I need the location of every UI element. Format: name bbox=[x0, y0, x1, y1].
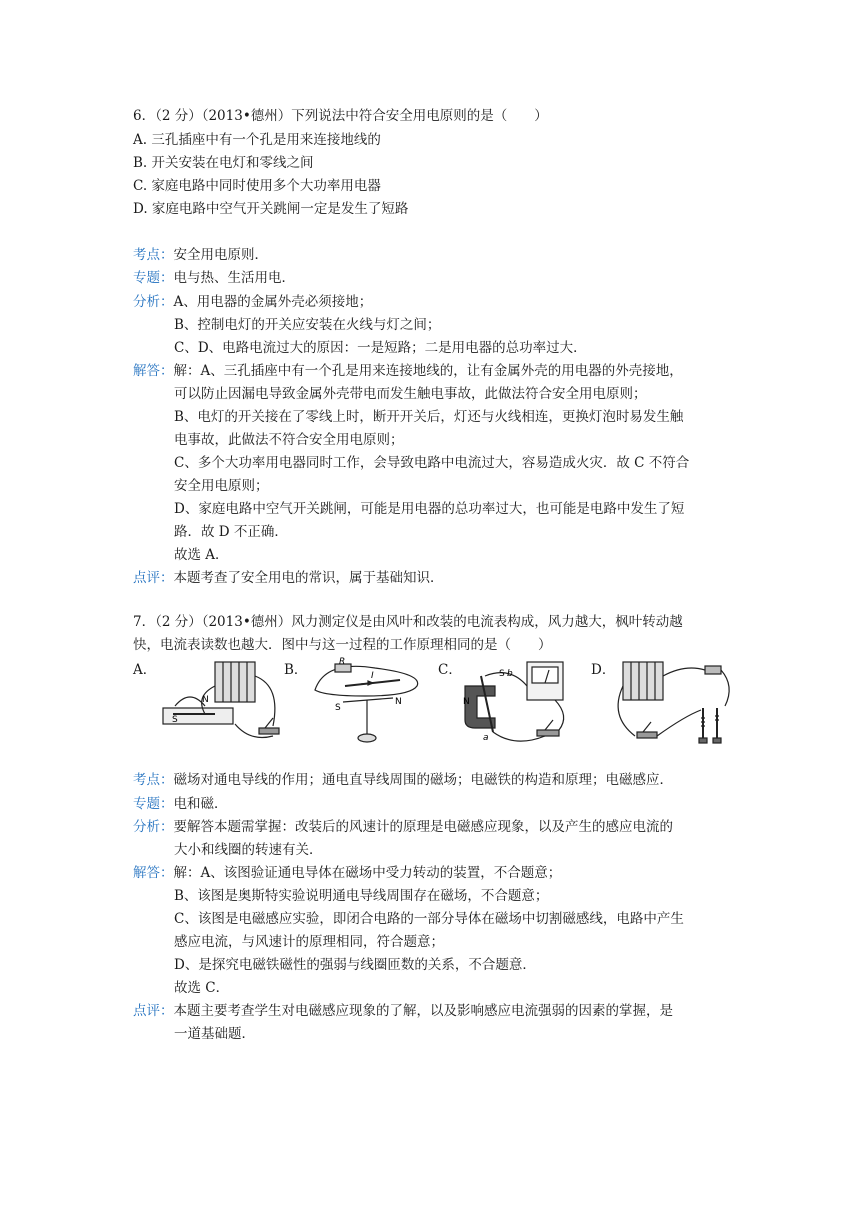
q6-kaodian bbox=[133, 245, 268, 265]
q6-option-a: A. 三孔插座中有一个孔是用来连接地线的 bbox=[133, 132, 381, 148]
q7-stem-line: 快，电流表读数也越大．图中与这一过程的工作原理相同的是（ ） bbox=[133, 637, 552, 653]
q6-fenxi-line: B、控制电灯的开关应安装在火线与灯之间； bbox=[174, 317, 441, 333]
q7-kaodian-label: 考点： bbox=[133, 772, 174, 788]
q6-jieda-line: C、多个大功率用电器同时工作，会导致电路中电流过大，容易造成火灾．故 C 不符合 bbox=[174, 455, 690, 471]
q6-zhuanti bbox=[133, 268, 295, 288]
q7-dianping-line: 一道基础题． bbox=[174, 1026, 255, 1042]
figure-b-s-label: S bbox=[335, 703, 341, 713]
figure-a-n-label: N bbox=[202, 695, 209, 705]
q7-jieda-line: 感应电流，与风速计的原理相同，符合题意； bbox=[174, 934, 444, 950]
q7-jieda-line: D、是探究电磁铁磁性的强弱与线圈匝数的关系，不合题意． bbox=[174, 957, 536, 973]
figure-b-i-label: I bbox=[371, 671, 374, 681]
q7-fenxi bbox=[133, 817, 673, 837]
q7-jieda bbox=[133, 863, 561, 883]
q7-option-c-letter: C． bbox=[438, 662, 462, 678]
figure-c-s-label: S bbox=[499, 669, 505, 679]
q6-jieda-line: 安全用电原则； bbox=[174, 478, 269, 494]
q7-option-a-letter: A． bbox=[133, 662, 157, 678]
q7-kaodian-text: 磁场对通电导线的作用；通电直导线周围的磁场；电磁铁的构造和原理；电磁感应． bbox=[173, 772, 673, 788]
q6-jieda-line: D、家庭电路中空气开关跳闸，可能是用电器的总功率过大，也可能是电路中发生了短 bbox=[174, 501, 685, 517]
q6-option-d: D. 家庭电路中空气开关跳闸一定是发生了短路 bbox=[133, 201, 409, 217]
q7-jieda-line: 解：A、该图验证通电导体在磁场中受力转动的装置，不合题意； bbox=[173, 865, 562, 881]
q6-kaodian-text: 安全用电原则． bbox=[173, 247, 268, 263]
q6-zhuanti-text: 电与热、生活用电． bbox=[173, 270, 295, 286]
q6-dianping-label: 点评： bbox=[133, 570, 174, 586]
q6-jieda-line: 故选 A． bbox=[174, 547, 229, 563]
q6-jieda-line: 解：A、三孔插座中有一个孔是用来连接地线的，让有金属外壳的用电器的外壳接地， bbox=[173, 363, 683, 379]
q6-option-c: C. 家庭电路中同时使用多个大功率用电器 bbox=[133, 178, 381, 194]
q6-dianping-text: 本题考查了安全用电的常识，属于基础知识． bbox=[173, 570, 444, 586]
q7-dianping-label: 点评： bbox=[133, 1003, 174, 1019]
q6-fenxi-line: C、D、电路电流过大的原因：一是短路；二是用电器的总功率过大． bbox=[174, 340, 587, 356]
q6-jieda bbox=[133, 361, 683, 381]
figure-b-oersted-experiment bbox=[305, 656, 430, 748]
q6-option-b: B. 开关安装在电灯和零线之间 bbox=[133, 155, 314, 171]
figure-c-b-label: b bbox=[507, 669, 513, 679]
q6-stem: 6．（2 分）（2013•德州）下列说法中符合安全用电原则的是（ ） bbox=[133, 108, 548, 124]
figure-c-induction-experiment bbox=[455, 656, 585, 748]
q7-fenxi-label: 分析： bbox=[133, 819, 174, 835]
q6-jieda-line: 路．故 D 不正确． bbox=[174, 524, 288, 540]
q6-jieda-label: 解答： bbox=[133, 363, 174, 379]
q7-jieda-line: C、该图是电磁感应实验，即闭合电路的一部分导体在磁场中切割磁感线，电路中产生 bbox=[174, 911, 684, 927]
q6-dianping bbox=[133, 568, 444, 588]
q7-option-d-letter: D． bbox=[591, 662, 616, 678]
figure-b-n-label: N bbox=[395, 697, 402, 707]
q7-dianping-line: 本题主要考查学生对电磁感应现象的了解，以及影响感应电流强弱的因素的掌握，是 bbox=[173, 1003, 673, 1019]
q7-zhuanti-text: 电和磁． bbox=[173, 796, 228, 812]
q7-kaodian bbox=[133, 770, 673, 790]
figure-c-n-label: N bbox=[463, 697, 470, 707]
figure-c-a-label: a bbox=[483, 733, 489, 743]
q7-stem-line: 7．（2 分）（2013•德州）风力测定仪是由风叶和改装的电流表构成，风力越大，枫叶转动越 bbox=[133, 614, 683, 630]
q6-fenxi-label: 分析： bbox=[133, 294, 174, 310]
figure-b-r-label: R bbox=[339, 657, 346, 667]
q6-fenxi-line: A、用电器的金属外壳必须接地； bbox=[173, 294, 373, 310]
q6-jieda-line: 电事故，此做法不符合安全用电原则； bbox=[174, 432, 404, 448]
q7-dianping bbox=[133, 1001, 673, 1021]
q6-kaodian-label: 考点： bbox=[133, 247, 174, 263]
q7-jieda-line: B、该图是奥斯特实验说明通电导线周围存在磁场，不合题意； bbox=[174, 888, 549, 904]
q6-fenxi bbox=[133, 292, 372, 312]
figure-d-electromagnet-turns bbox=[605, 656, 740, 748]
q7-fenxi-line: 大小和线圈的转速有关． bbox=[174, 842, 323, 858]
q7-fenxi-line: 要解答本题需掌握：改装后的风速计的原理是电磁感应现象，以及产生的感应电流的 bbox=[173, 819, 673, 835]
q7-zhuanti-label: 专题： bbox=[133, 796, 174, 812]
q7-option-b-letter: B． bbox=[284, 662, 308, 678]
q7-jieda-line: 故选 C． bbox=[174, 980, 230, 996]
figure-a-s-label: S bbox=[172, 715, 178, 725]
q6-jieda-line: B、电灯的开关接在了零线上时，断开开关后，灯还与火线相连，更换灯泡时易发生触 bbox=[174, 409, 684, 425]
q7-jieda-label: 解答： bbox=[133, 865, 174, 881]
q7-zhuanti bbox=[133, 794, 228, 814]
q6-jieda-line: 可以防止因漏电导致金属外壳带电而发生触电事故，此做法符合安全用电原则； bbox=[174, 386, 647, 402]
q6-zhuanti-label: 专题： bbox=[133, 270, 174, 286]
figure-a-motor-apparatus bbox=[155, 656, 285, 748]
